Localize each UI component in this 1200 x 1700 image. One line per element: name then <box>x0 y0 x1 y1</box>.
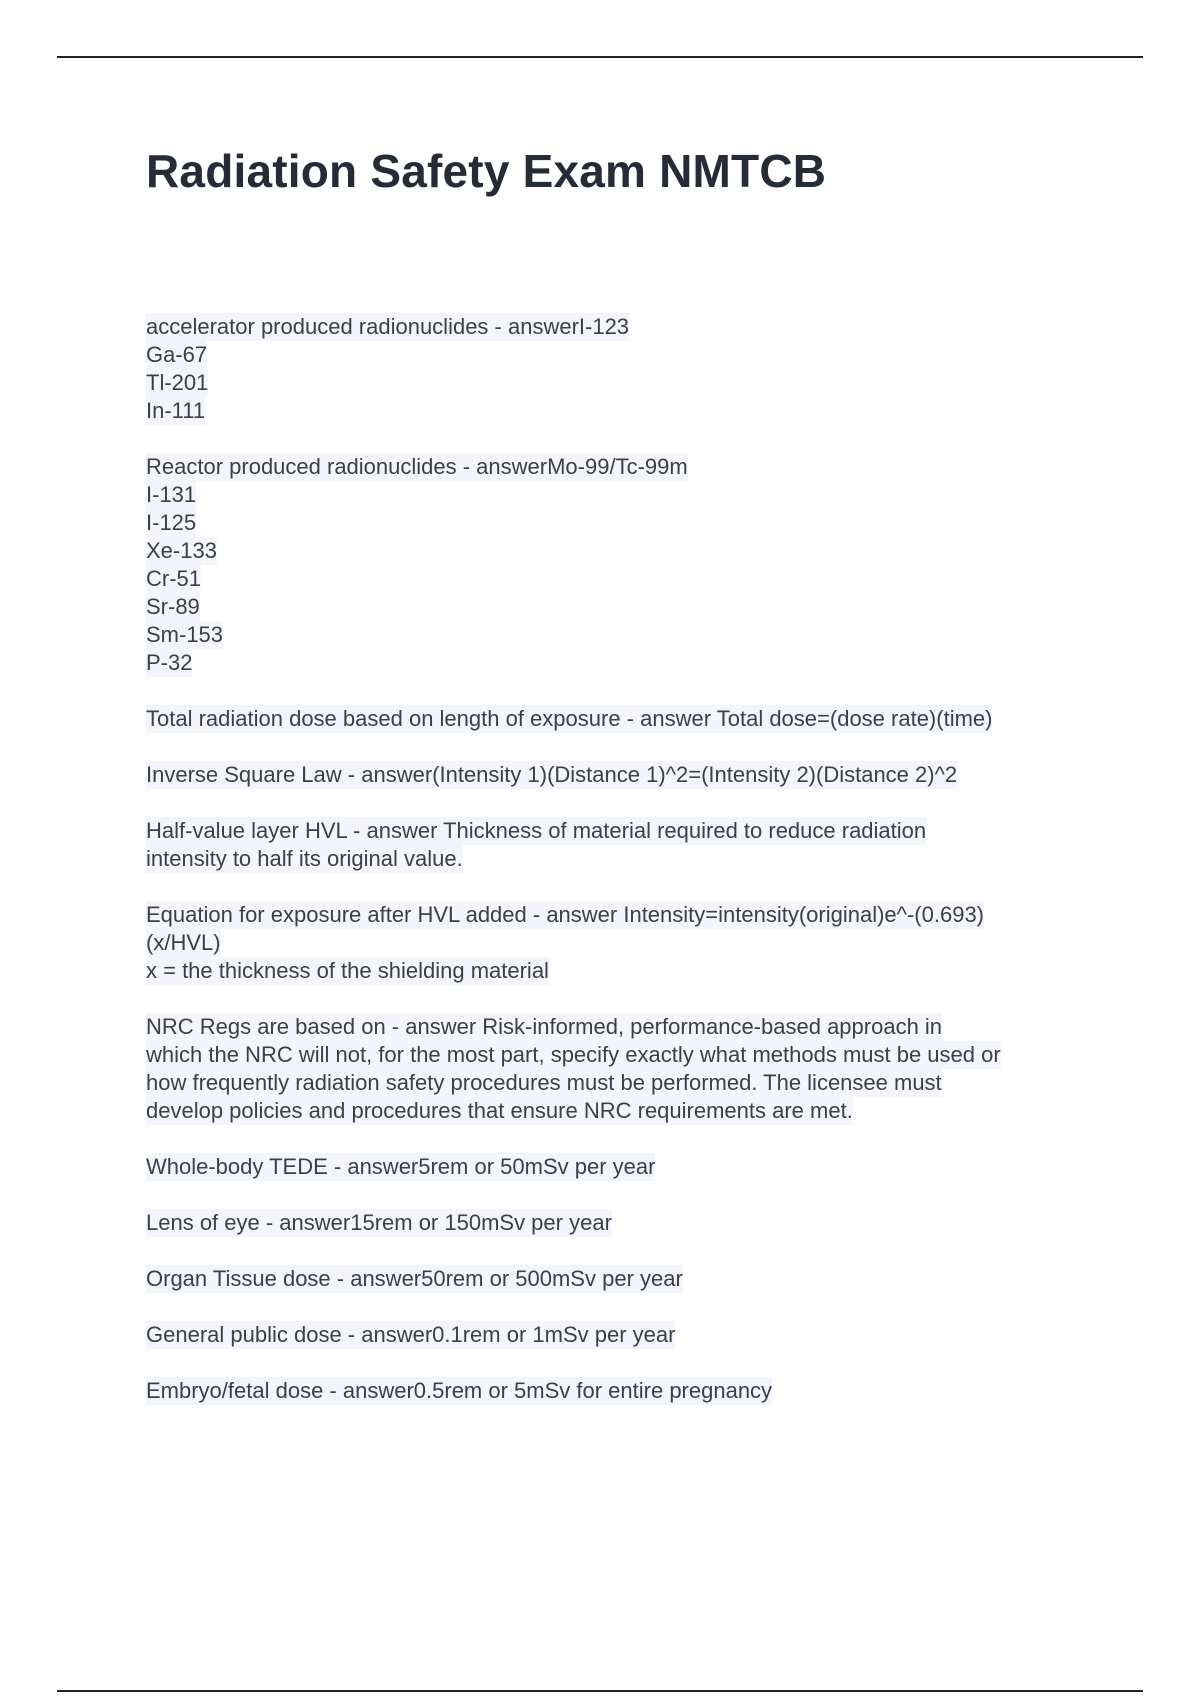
qa-line: Sr-89 <box>146 594 200 619</box>
qa-line: Organ Tissue dose - answer50rem or 500mSv per year <box>146 1266 683 1291</box>
qa-line: P-32 <box>146 650 193 675</box>
qa-item-inverse-square-law <box>146 761 1096 789</box>
qa-line: (x/HVL) <box>146 930 221 955</box>
qa-list <box>146 313 1096 1433</box>
qa-line: which the NRC will not, for the most part, specify exactly what methods must be used or <box>146 1042 1001 1067</box>
qa-line: intensity to half its original value. <box>146 846 463 871</box>
qa-line: Half-value layer HVL - answer Thickness of material required to reduce radiation <box>146 818 927 843</box>
qa-line: Tl-201 <box>146 370 209 395</box>
qa-item-accelerator-radionuclides <box>146 313 1096 425</box>
qa-item-organ-tissue-dose <box>146 1265 1096 1293</box>
qa-line: Xe-133 <box>146 538 217 563</box>
qa-line: Embryo/fetal dose - answer0.5rem or 5mSv for entire pregnancy <box>146 1378 773 1403</box>
qa-line: In-111 <box>146 398 206 423</box>
header-rule <box>57 56 1143 58</box>
qa-line: Ga-67 <box>146 342 208 367</box>
qa-item-total-dose <box>146 705 1096 733</box>
qa-line: accelerator produced radionuclides - answerI-123 <box>146 314 630 339</box>
qa-item-half-value-layer <box>146 817 1096 873</box>
qa-line: Lens of eye - answer15rem or 150mSv per year <box>146 1210 612 1235</box>
qa-line: x = the thickness of the shielding material <box>146 958 549 983</box>
qa-line: NRC Regs are based on - answer Risk-informed, performance-based approach in <box>146 1014 943 1039</box>
qa-item-whole-body-tede <box>146 1153 1096 1181</box>
qa-line: Total radiation dose based on length of exposure - answer Total dose=(dose rate)(time) <box>146 706 993 731</box>
page-title: Radiation Safety Exam NMTCB <box>146 145 827 197</box>
qa-item-general-public-dose <box>146 1321 1096 1349</box>
qa-item-hvl-equation <box>146 901 1096 985</box>
qa-item-lens-of-eye <box>146 1209 1096 1237</box>
qa-line: Cr-51 <box>146 566 202 591</box>
qa-line: how frequently radiation safety procedures must be performed. The licensee must <box>146 1070 942 1095</box>
qa-line: Reactor produced radionuclides - answerMo-99/Tc-99m <box>146 454 688 479</box>
qa-line: Whole-body TEDE - answer5rem or 50mSv per year <box>146 1154 656 1179</box>
qa-line: Inverse Square Law - answer(Intensity 1)(Distance 1)^2=(Intensity 2)(Distance 2)^2 <box>146 762 958 787</box>
footer-rule <box>57 1690 1143 1692</box>
qa-item-reactor-radionuclides <box>146 453 1096 677</box>
qa-line: I-125 <box>146 510 197 535</box>
qa-line: develop policies and procedures that ensure NRC requirements are met. <box>146 1098 853 1123</box>
qa-line: I-131 <box>146 482 197 507</box>
qa-line: Equation for exposure after HVL added - answer Intensity=intensity(original)e^-(0.693) <box>146 902 985 927</box>
qa-line: General public dose - answer0.1rem or 1mSv per year <box>146 1322 676 1347</box>
qa-line: Sm-153 <box>146 622 224 647</box>
qa-item-embryo-fetal-dose <box>146 1377 1096 1405</box>
qa-item-nrc-regs <box>146 1013 1096 1125</box>
